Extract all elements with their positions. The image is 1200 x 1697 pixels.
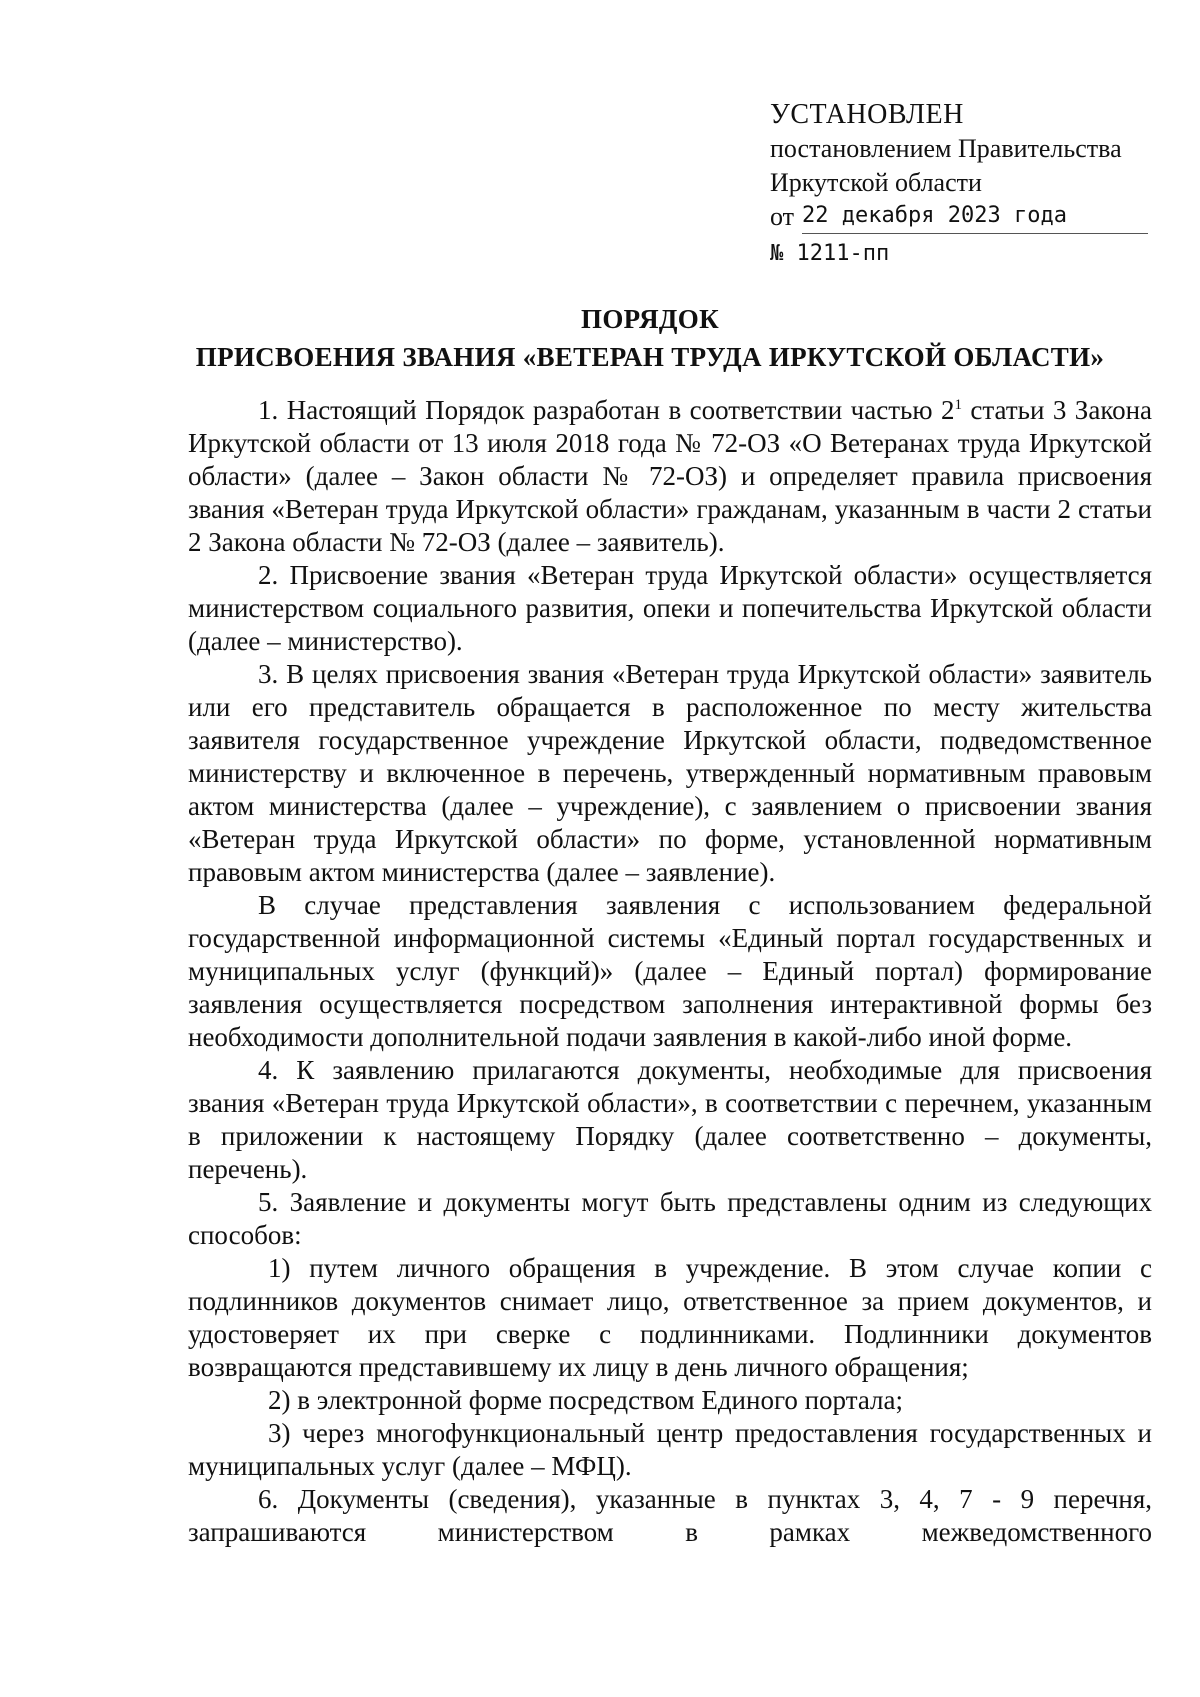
paragraph-1-rest: статьи 3 Закона Иркутской области от 13 июля 2018 года № 72-ОЗ «О Ветеранах труда Иркутской области» (далее – Закон области № 72-ОЗ) и определяет правила присвоения звания «Ветеран труда Иркутской области» гражданам, указанным в части 2 статьи 2 Закона области № 72-ОЗ (далее – заявитель). — [188, 395, 1152, 557]
paragraph-1 — [188, 394, 1152, 559]
approval-date: 22 декабря 2023 года — [802, 201, 1148, 234]
paragraph-5: 5. Заявление и документы могут быть представлены одним из следующих способов: — [188, 1187, 1152, 1250]
paragraph-3: 3. В целях присвоения звания «Ветеран труда Иркутской области» заявитель или его представитель обращается в расположенное по месту жительства заявителя государственное учреждение Иркутской области, подведомственное министерству и включенное в перечень, утвержденный нормативным правовым актом министерства (далее – учреждение), с заявлением о присвоении звания «Ветеран труда Иркутской области» по форме, установленной нормативным правовым актом министерства (далее – заявление). — [188, 659, 1152, 887]
approval-stamp — [770, 98, 1170, 270]
paragraph-1-superscript: 1 — [954, 397, 962, 413]
title-line-2: ПРИСВОЕНИЯ ЗВАНИЯ «ВЕТЕРАН ТРУДА ИРКУТСКОЙ ОБЛАСТИ» — [195, 342, 1105, 372]
paragraph-1-start: 1. Настоящий Порядок разработан в соответствии частью 2 — [258, 395, 955, 425]
approval-number: № 1211-пп — [770, 241, 890, 266]
approval-date-prefix: от — [770, 202, 795, 231]
paragraph-3-continuation: В случае представления заявления с использованием федеральной государственной информационной системы «Единый портал государственных и муниципальных услуг (функций)» (далее – Единый портал) формирование заявления осуществляется посредством заполнения интерактивной формы без необходимости дополнительной подачи заявления в какой-либо иной форме. — [188, 890, 1152, 1052]
document-title — [150, 300, 1150, 376]
paragraph-5-item-1: 1) путем личного обращения в учреждение. В этом случае копии с подлинников документов снимает лицо, ответственное за прием документов, и удостоверяет их при сверке с подлинниками. Подлинники документов возвращаются представившему их лицу в день личного обращения; — [188, 1253, 1152, 1382]
title-line-1: ПОРЯДОК — [581, 304, 719, 334]
approval-authority: постановлением Правительства — [770, 134, 1122, 163]
paragraph-2: 2. Присвоение звания «Ветеран труда Иркутской области» осуществляется министерством социального развития, опеки и попечительства Иркутской области (далее – министерство). — [188, 560, 1152, 656]
paragraph-4: 4. К заявлению прилагаются документы, необходимые для присвоения звания «Ветеран труда Иркутской области», в соответствии с перечнем, указанным в приложении к настоящему Порядку (далее соответственно – документы, перечень). — [188, 1055, 1152, 1184]
approval-region: Иркутской области — [770, 168, 982, 197]
paragraph-5-item-3: 3) через многофункциональный центр предоставления государственных и муниципальных услуг (далее – МФЦ). — [188, 1418, 1152, 1481]
approval-heading: УСТАНОВЛЕН — [770, 99, 964, 130]
paragraph-6: 6. Документы (сведения), указанные в пунктах 3, 4, 7 - 9 перечня, запрашиваются министерством в рамках межведомственного — [188, 1484, 1152, 1547]
approval-date-line — [770, 200, 1148, 234]
document-body — [188, 394, 1152, 1549]
paragraph-5-item-2: 2) в электронной форме посредством Единого портала; — [268, 1385, 904, 1415]
